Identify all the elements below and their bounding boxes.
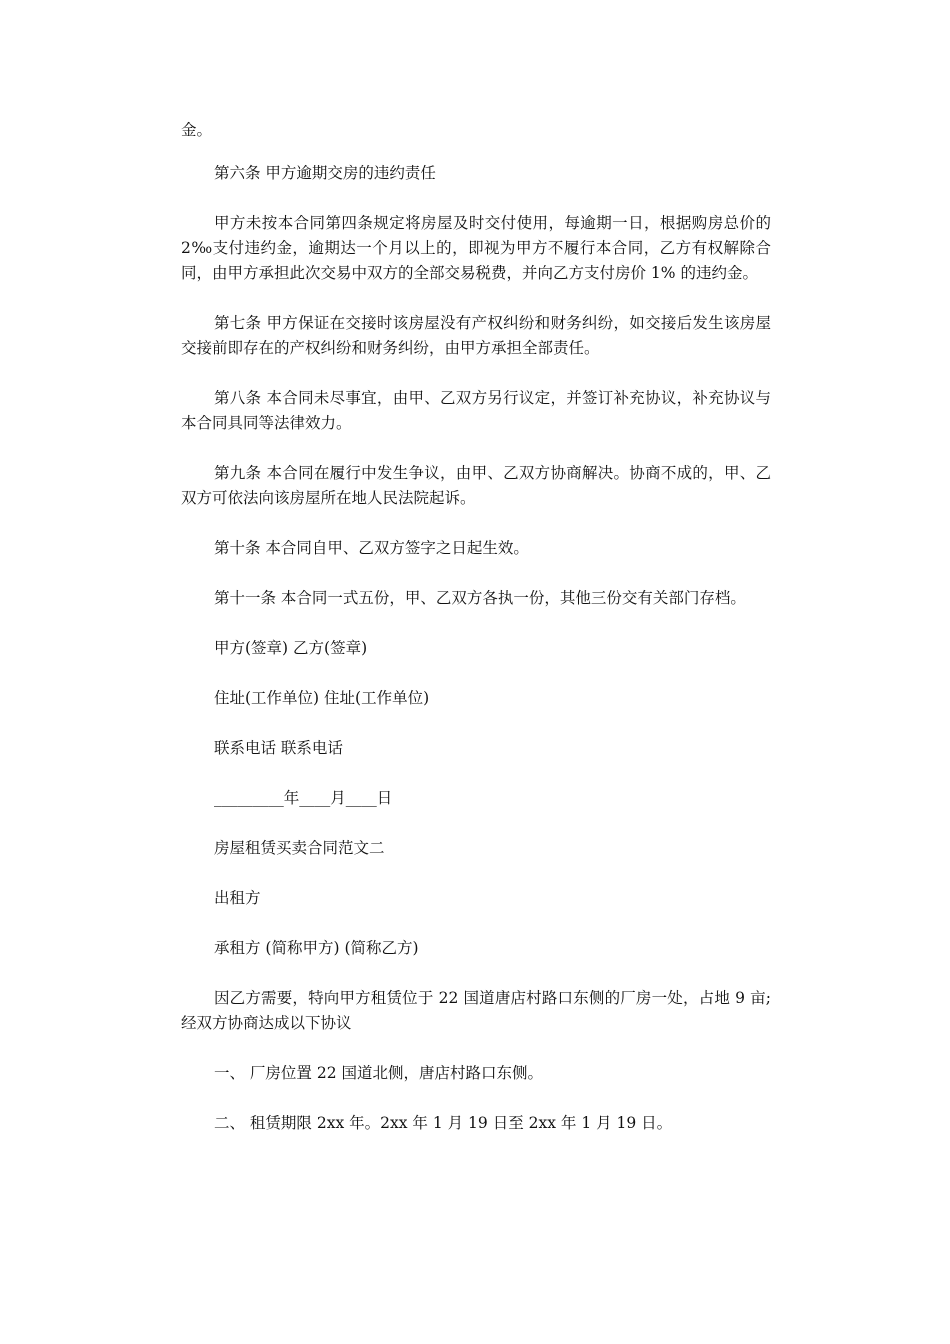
lessor-line: 出租方	[214, 889, 261, 907]
article-9: 第九条 本合同在履行中发生争议，由甲、乙双方协商解决。协商不成的，甲、乙双方可依法向该房屋所在地人民法院起诉。	[181, 464, 771, 507]
clause-1: 一、 厂房位置 22 国道北侧，唐店村路口东侧。	[214, 1064, 544, 1082]
article-11: 第十一条 本合同一式五份，甲、乙双方各执一份，其他三份交有关部门存档。	[214, 589, 746, 607]
paragraph-continuation: 金。	[181, 121, 213, 139]
signature-line: 甲方(签章) 乙方(签章)	[214, 639, 368, 657]
address-line: 住址(工作单位) 住址(工作单位)	[214, 689, 430, 707]
date-line: _________年____月____日	[214, 789, 393, 807]
article-6-body: 甲方未按本合同第四条规定将房屋及时交付使用，每逾期一日，根据购房总价的 2‰支付违约金，逾期达一个月以上的，即视为甲方不履行本合同，乙方有权解除合同，由甲方承担此次交易中双方的全部交易税费，并向乙方支付房价 1% 的违约金。	[181, 214, 771, 282]
phone-line: 联系电话 联系电话	[214, 739, 343, 757]
document-page	[181, 118, 771, 1136]
section-title: 房屋租赁买卖合同范文二	[214, 839, 385, 857]
article-8: 第八条 本合同未尽事宜，由甲、乙双方另行议定，并签订补充协议，补充协议与本合同具同等法律效力。	[181, 389, 771, 432]
article-10: 第十条 本合同自甲、乙双方签字之日起生效。	[214, 539, 529, 557]
clause-2: 二、 租赁期限 2xx 年。2xx 年 1 月 19 日至 2xx 年 1 月 19 日。	[214, 1114, 673, 1132]
lessee-line: 承租方 (简称甲方) (简称乙方)	[214, 939, 419, 957]
intro-paragraph: 因乙方需要，特向甲方租赁位于 22 国道唐店村路口东侧的厂房一处，占地 9 亩;经双方协商达成以下协议	[181, 989, 771, 1032]
article-6-heading: 第六条 甲方逾期交房的违约责任	[214, 164, 436, 182]
article-7: 第七条 甲方保证在交接时该房屋没有产权纠纷和财务纠纷，如交接后发生该房屋交接前即存在的产权纠纷和财务纠纷，由甲方承担全部责任。	[181, 314, 771, 357]
